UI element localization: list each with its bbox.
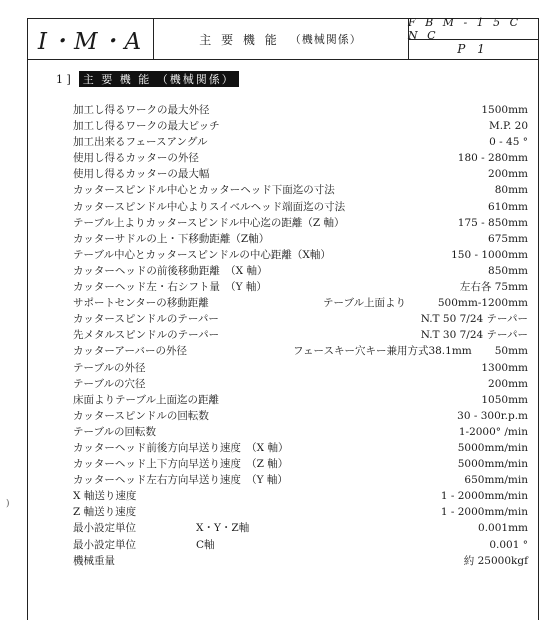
spec-condition: X・Y・Z軸 xyxy=(196,522,250,535)
spec-row xyxy=(73,231,528,247)
spec-value: 1300mm xyxy=(481,361,528,374)
spec-label: カッターアーバーの外径 xyxy=(73,345,188,358)
spec-value: 30 - 300r.p.m xyxy=(457,409,528,422)
spec-row xyxy=(73,102,528,118)
spec-label: カッターサドルの上・下移動距離（Z軸） xyxy=(73,232,270,245)
spec-row xyxy=(73,408,528,424)
spec-label: 床面よりテーブル上面迄の距離 xyxy=(73,393,220,406)
spec-label: 機械重量 xyxy=(73,554,115,567)
spec-row xyxy=(73,520,528,536)
spec-label: 先メタルスピンドルのテーパー xyxy=(73,329,220,342)
company-logo: I・M・A xyxy=(28,19,154,59)
spec-value: 1 - 2000mm/min xyxy=(440,490,528,503)
spec-value: 1500mm xyxy=(481,104,528,116)
spec-row xyxy=(73,553,528,569)
spec-row xyxy=(73,376,528,392)
model-number: F B M - 1 5 C N C xyxy=(408,19,538,40)
spec-value: 675mm xyxy=(488,232,528,245)
spec-row xyxy=(73,118,528,134)
spec-row xyxy=(73,504,528,520)
spec-row xyxy=(73,392,528,408)
spec-condition: フェースキー穴キー兼用方式38.1mm xyxy=(293,345,472,358)
spec-row xyxy=(73,150,528,166)
spec-value: M.P. 20 xyxy=(488,120,528,133)
title-main: 主 要 機 能 xyxy=(199,32,280,47)
spec-row xyxy=(73,424,528,440)
spec-label: サポートセンターの移動距離 xyxy=(73,297,209,310)
spec-row xyxy=(73,327,528,343)
spec-value: 左右各 75mm xyxy=(459,281,528,294)
margin-mark: ) xyxy=(6,499,10,509)
spec-value: 1050mm xyxy=(481,393,528,406)
spec-value: 1 - 2000mm/min xyxy=(440,506,528,519)
spec-label: カッタースピンドルの回転数 xyxy=(73,409,209,422)
spec-row xyxy=(73,343,528,359)
spec-label: カッタースピンドル中心よりスイベルヘッド端面迄の寸法 xyxy=(73,200,346,213)
spec-value: 175 - 850mm xyxy=(457,216,528,229)
spec-value: 80mm xyxy=(494,184,528,197)
spec-value: 180 - 280mm xyxy=(457,152,528,165)
spec-row xyxy=(73,166,528,182)
spec-value: 150 - 1000mm xyxy=(451,248,528,261)
spec-label: 加工出来るフェースアングル xyxy=(73,136,208,149)
spec-label: 加工し得るワークの最大ピッチ xyxy=(73,120,220,133)
spec-label: 最小設定単位 xyxy=(73,522,136,535)
spec-value: 610mm xyxy=(488,200,528,213)
spec-value: N.T 30 7/24 テーパー xyxy=(420,329,528,342)
spec-label: テーブルの回転数 xyxy=(73,425,157,438)
spec-label: 使用し得るカッターの最大幅 xyxy=(73,168,210,181)
section-number: 1 ] xyxy=(56,72,71,86)
spec-value: 200mm xyxy=(488,168,528,181)
spec-label: X 軸送り速度 xyxy=(73,490,137,503)
spec-value: 850mm xyxy=(488,264,528,277)
document-title xyxy=(153,19,409,59)
spec-row xyxy=(73,199,528,215)
spec-value: 0.001 ° xyxy=(489,538,528,551)
spec-value: 5000mm/min xyxy=(457,441,528,454)
spec-row xyxy=(73,311,528,327)
spec-row xyxy=(73,537,528,553)
spec-row xyxy=(73,456,528,472)
spec-label: カッタースピンドルのテーパー xyxy=(73,313,219,326)
spec-condition: C軸 xyxy=(196,538,215,551)
section-label: 主 要 機 能 （機械関係） xyxy=(79,71,239,87)
spec-row xyxy=(73,134,528,150)
spec-sheet xyxy=(27,18,539,620)
spec-row xyxy=(73,360,528,376)
spec-value: 500mm-1200mm xyxy=(437,297,528,310)
spec-label: カッターヘッド前後方向早送り速度 （X 軸） xyxy=(73,441,289,454)
spec-row xyxy=(73,295,528,311)
spec-label: テーブル中心とカッタースピンドルの中心距離（X軸） xyxy=(73,248,331,261)
spec-label: Z 軸送り速度 xyxy=(73,506,137,519)
spec-value: 200mm xyxy=(488,377,528,390)
spec-row xyxy=(73,472,528,488)
spec-label: カッターヘッド上下方向早送り速度 （Z 軸） xyxy=(73,458,289,471)
spec-condition: テーブル上面より xyxy=(323,297,407,310)
spec-label: テーブルの穴径 xyxy=(73,377,146,390)
spec-value: 0 - 45 ° xyxy=(489,136,528,149)
title-subtitle: （機械関係） xyxy=(289,33,362,46)
spec-row xyxy=(73,247,528,263)
spec-value: 0.001mm xyxy=(478,522,528,535)
spec-label: 加工し得るワークの最大外径 xyxy=(73,104,210,116)
spec-label: カッタースピンドル中心とカッターヘッド下面迄の寸法 xyxy=(73,184,335,197)
spec-label: カッターヘッド左・右シフト量 （Y 軸） xyxy=(73,281,267,294)
spec-label: カッターヘッドの前後移動距離 （X 軸） xyxy=(73,264,268,277)
header xyxy=(28,16,538,60)
spec-value: 約 25000kgf xyxy=(463,554,528,567)
spec-row xyxy=(73,263,528,279)
spec-value: 5000mm/min xyxy=(457,458,528,471)
spec-label: 使用し得るカッターの外径 xyxy=(73,152,199,165)
spec-value: N.T 50 7/24 テーパー xyxy=(420,313,528,326)
spec-label: カッターヘッド左右方向早送り速度 （Y 軸） xyxy=(73,474,288,487)
spec-value: 650mm/min xyxy=(464,474,528,487)
spec-row xyxy=(73,182,528,198)
spec-value: 50mm xyxy=(494,345,528,358)
spec-label: 最小設定単位 xyxy=(73,538,136,551)
spec-value: 1-2000° /min xyxy=(458,425,528,438)
page-number: P 1 xyxy=(457,42,489,56)
spec-row xyxy=(73,488,528,504)
spec-label: テーブル上よりカッタースピンドル中心迄の距離（Z 軸） xyxy=(73,216,345,229)
spec-list xyxy=(73,102,528,569)
spec-label: テーブルの外径 xyxy=(73,361,146,374)
spec-row xyxy=(73,440,528,456)
spec-row xyxy=(73,279,528,295)
section-heading xyxy=(56,71,239,87)
spec-row xyxy=(73,215,528,231)
